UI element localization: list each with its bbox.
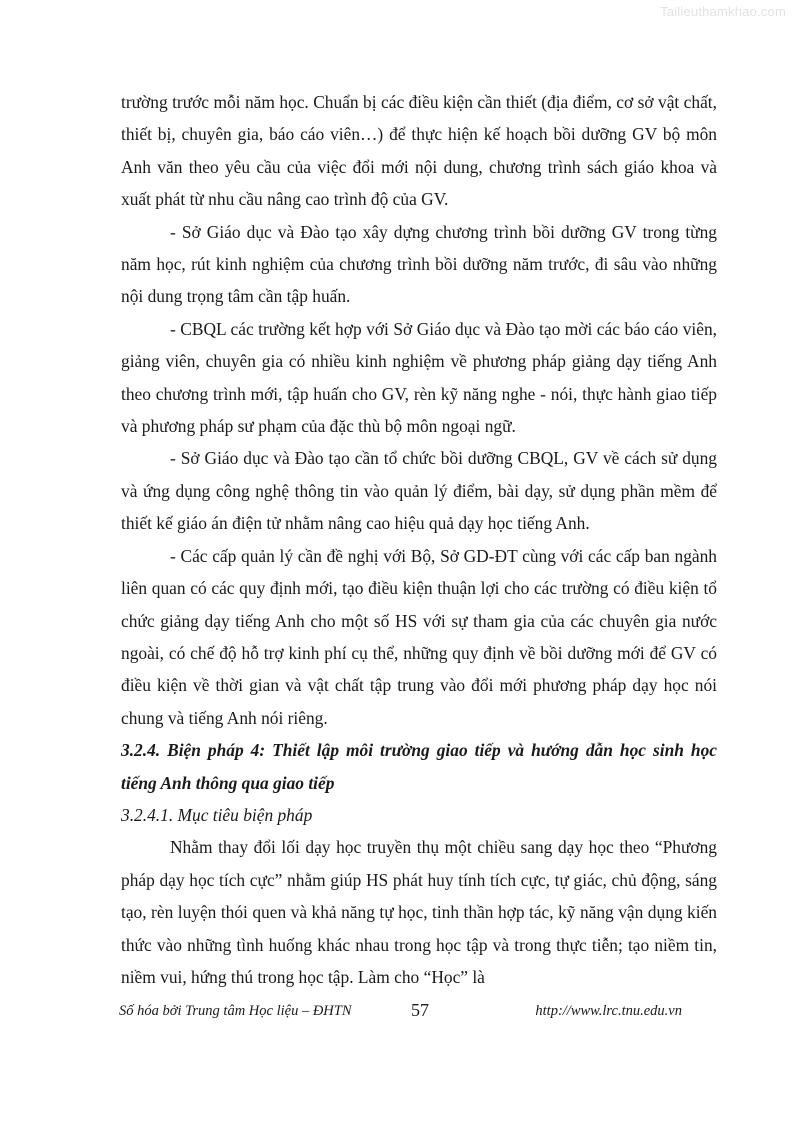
section-heading: 3.2.4. Biện pháp 4: Thiết lập môi trường giao tiếp và hướng dẫn học sinh học tiếng Anh thông qua giao tiếp (121, 740, 717, 793)
footer-url: http://www.lrc.tnu.edu.vn (535, 1003, 682, 1019)
paragraph-cbql-cooperation: - CBQL các trường kết hợp với Sở Giáo dục và Đào tạo mời các báo cáo viên, giảng viên, chuyên gia có nhiều kinh nghiệm về phương pháp giảng dạy tiếng Anh theo chương trình mới, tập huấn cho GV, rèn kỹ năng nghe - nói, thực hành giao tiếp và phương pháp sư phạm của đặc thù bộ môn ngoại ngữ. (121, 318, 717, 437)
paragraph-objective: Nhằm thay đổi lối dạy học truyền thụ một chiều sang dạy học theo “Phương pháp dạy học tích cực” nhằm giúp HS phát huy tính tích cực, tự giác, chủ động, sáng tạo, rèn luyện thói quen và khả năng tự học, tinh thần hợp tác, kỹ năng vận dụng kiến thức vào những tình huống khác nhau trong học tập và trong thực tiễn; tạo niềm tin, niềm vui, hứng thú trong học tập. Làm cho “Học” là (121, 837, 717, 987)
paragraph-so-gd-program: - Sở Giáo dục và Đào tạo xây dựng chương trình bồi dưỡng GV trong từng năm học, rút kinh nghiệm của chương trình bồi dưỡng năm trước, đi sâu vào những nội dung trọng tâm cần tập huấn. (121, 221, 717, 307)
page-footer (119, 1000, 719, 1030)
page-body (121, 86, 717, 993)
paragraph-continuation: trường trước mỗi năm học. Chuẩn bị các điều kiện cần thiết (địa điểm, cơ sở vật chất, thiết bị, chuyên gia, báo cáo viên…) để thực hiện kế hoạch bồi dưỡng GV bộ môn Anh văn theo yêu cầu của việc đổi mới nội dung, chương trình sách giáo khoa và xuất phát từ nhu cầu nâng cao trình độ của GV. (121, 92, 717, 210)
paragraph-management-proposal: - Các cấp quản lý cần đề nghị với Bộ, Sở GD-ĐT cùng với các cấp ban ngành liên quan có các quy định mới, tạo điều kiện thuận lợi cho các trường có điều kiện tổ chức giảng dạy tiếng Anh cho một số HS với sự tham gia của các chuyên gia nước ngoài, có chế độ hỗ trợ kinh phí cụ thể, những quy định về bồi dưỡng mới để GV có điều kiện về thời gian và vật chất tập trung vào đổi mới phương pháp dạy học nói chung và tiếng Anh nói riêng. (121, 545, 717, 728)
subsection-heading: 3.2.4.1. Mục tiêu biện pháp (121, 804, 313, 825)
page-number: 57 (411, 1000, 429, 1020)
footer-digitized-by: Số hóa bởi Trung tâm Học liệu – ĐHTN (119, 1003, 352, 1019)
paragraph-it-training: - Sở Giáo dục và Đào tạo cần tổ chức bồi dưỡng CBQL, GV về cách sử dụng và ứng dụng công nghệ thông tin vào quản lý điểm, bài dạy, sử dụng phần mềm để thiết kế giáo án điện tử nhằm nâng cao hiệu quả dạy học tiếng Anh. (121, 448, 717, 534)
watermark: Tailieuthamkhao.com (660, 4, 786, 19)
